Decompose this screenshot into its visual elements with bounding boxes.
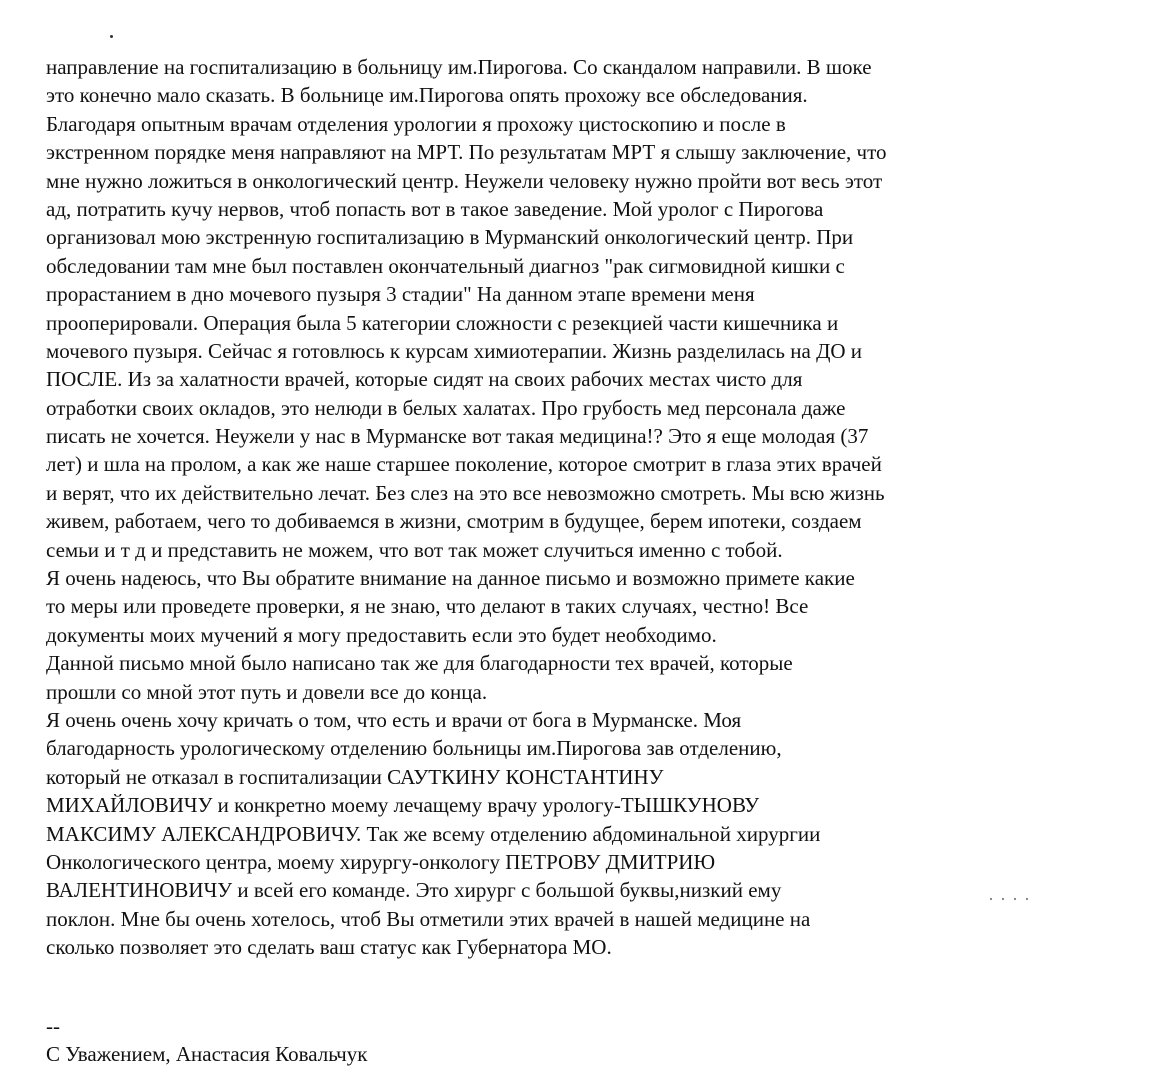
- text-line: Онкологического центра, моему хирургу-онкологу ПЕТРОВУ ДМИТРИЮ: [46, 849, 716, 874]
- text-line: экстренном порядке меня направляют на МРТ. По результатам МРТ я слышу заключение, что: [46, 140, 887, 165]
- letter-body: [46, 53, 1106, 962]
- text-line: который не отказал в госпитализации САУТКИНУ КОНСТАНТИНУ: [46, 764, 664, 789]
- signature-closing: С Уважением, Анастасия Ковальчук: [46, 1042, 368, 1067]
- text-line: документы моих мучений я могу предоставить если это будет необходимо.: [46, 622, 717, 647]
- scan-speck: [110, 35, 113, 38]
- text-line: писать не хочется. Неужели у нас в Мурманске вот такая медицина!? Это я еще молодая (37: [46, 424, 869, 449]
- text-line: ад, потратить кучу нервов, чтоб попасть вот в такое заведение. Мой уролог с Пирогова: [46, 196, 824, 221]
- text-line: это конечно мало сказать. В больнице им.Пирогова опять прохожу все обследования.: [46, 83, 808, 108]
- text-line: МИХАЙЛОВИЧУ и конкретно моему лечащему врачу урологу-ТЫШКУНОВУ: [46, 793, 760, 818]
- text-line: семьи и т д и представить не можем, что вот так может случиться именно с тобой.: [46, 537, 783, 562]
- text-line: мне нужно ложиться в онкологический центр. Неужели человеку нужно пройти вот весь этот: [46, 168, 883, 193]
- text-line: и верят, что их действительно лечат. Без слез на это все невозможно смотреть. Мы всю жизнь: [46, 480, 885, 505]
- text-line: Благодаря опытным врачам отделения урологии я прохожу цистоскопию и после в: [46, 111, 786, 136]
- signature-block: [46, 1012, 746, 1069]
- text-line: лет) и шла на пролом, а как же наше старшее поколение, которое смотрит в глаза этих врачей: [46, 452, 882, 477]
- text-line: то меры или проведете проверки, я не знаю, что делают в таких случаях, честно! Все: [46, 594, 809, 619]
- text-line: прорастанием в дно мочевого пузыря 3 стадии" На данном этапе времени меня: [46, 282, 755, 307]
- text-line: обследовании там мне был поставлен окончательный диагноз "рак сигмовидной кишки с: [46, 253, 845, 278]
- text-line: мочевого пузыря. Сейчас я готовлюсь к курсам химиотерапии. Жизнь разделилась на ДО и: [46, 338, 863, 363]
- text-line: ПОСЛЕ. Из за халатности врачей, которые сидят на своих рабочих местах чисто для: [46, 367, 803, 392]
- text-line: прооперировали. Операция была 5 категории сложности с резекцией части кишечника и: [46, 310, 839, 335]
- text-line: направление на госпитализацию в больницу им.Пирогова. Со скандалом направили. В шоке: [46, 55, 872, 79]
- text-line: благодарность урологическому отделению больницы им.Пирогова зав отделению,: [46, 736, 782, 761]
- text-line: организовал мою экстренную госпитализацию в Мурманский онкологический центр. При: [46, 225, 854, 250]
- text-line: живем, работаем, чего то добиваемся в жизни, смотрим в будущее, берем ипотеки, создаем: [46, 509, 862, 534]
- text-line: сколько позволяет это сделать ваш статус как Губернатора МО.: [46, 935, 612, 960]
- text-line: ВАЛЕНТИНОВИЧУ и всей его команде. Это хирург с большой буквы,низкий ему: [46, 878, 782, 903]
- text-line: Данной письмо мной было написано так же для благодарности тех врачей, которые: [46, 651, 793, 676]
- signature-separator: --: [46, 1014, 60, 1038]
- text-line: Я очень надеюсь, что Вы обратите внимание на данное письмо и возможно примете какие: [46, 566, 855, 591]
- text-line: МАКСИМУ АЛЕКСАНДРОВИЧУ. Так же всему отделению абдоминальной хирургии: [46, 821, 821, 846]
- text-line: Я очень очень хочу кричать о том, что есть и врачи от бога в Мурманске. Моя: [46, 707, 742, 732]
- text-line: отработки своих окладов, это нелюди в белых халатах. Про грубость мед персонала даже: [46, 395, 846, 420]
- text-line: поклон. Мне бы очень хотелось, чтоб Вы отметили этих врачей в нашей медицине на: [46, 906, 811, 931]
- text-line: прошли со мной этот путь и довели все до конца.: [46, 679, 488, 704]
